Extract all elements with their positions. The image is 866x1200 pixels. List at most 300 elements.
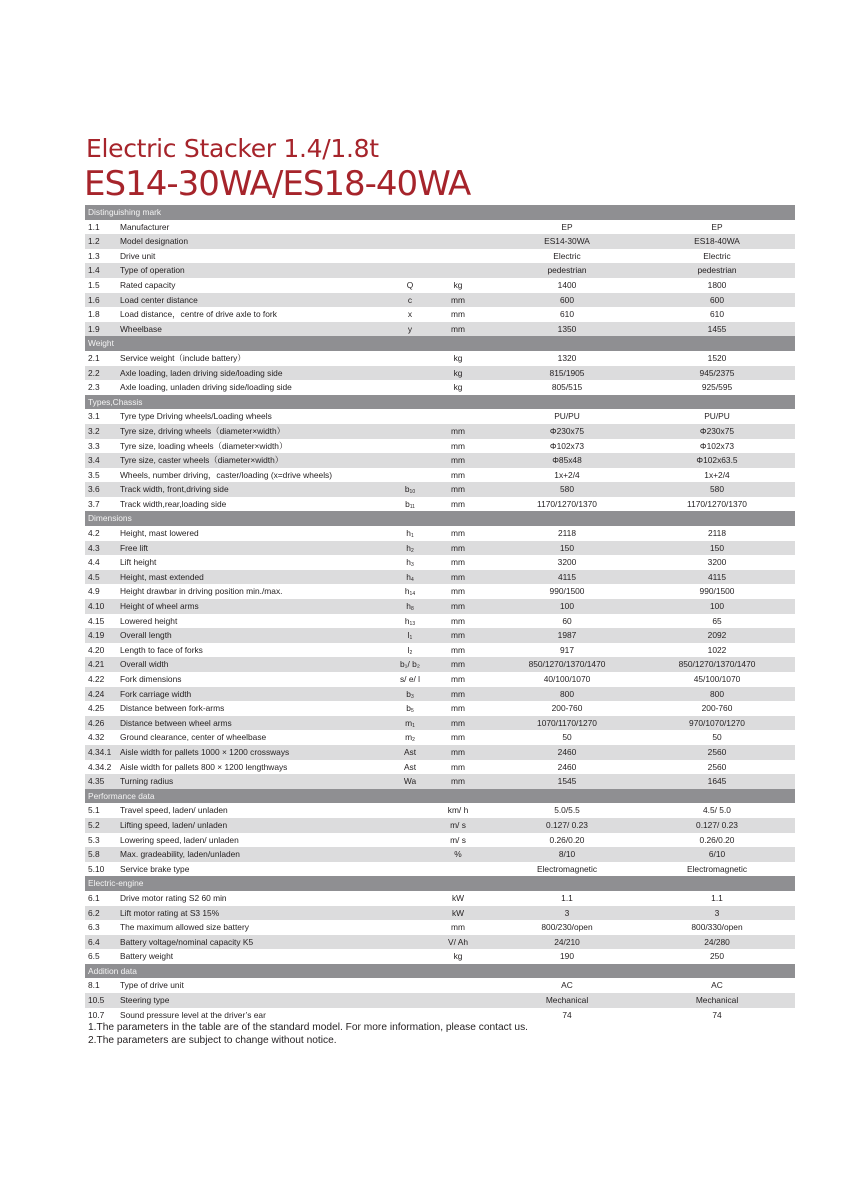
row-number: 3.6 bbox=[88, 484, 100, 495]
table-row bbox=[85, 570, 795, 585]
row-description: Service weight（include battery） bbox=[120, 352, 246, 363]
row-symbol bbox=[395, 293, 425, 308]
row-description: Aisle width for pallets 800 × 1200 lengthways bbox=[120, 761, 288, 772]
value-es14-30wa: 1320 bbox=[557, 352, 577, 363]
value-es18-40wa: 600 bbox=[710, 294, 724, 305]
symbol-text: m bbox=[405, 717, 413, 728]
value-es14-30wa: 1350 bbox=[557, 323, 577, 334]
table-row bbox=[85, 745, 795, 760]
value-es18-40wa: 45/100/1070 bbox=[693, 674, 741, 684]
row-description: Lift height bbox=[120, 557, 157, 568]
row-number: 4.4 bbox=[88, 557, 100, 568]
row-unit: mm bbox=[451, 542, 465, 553]
row-description: Load center distance bbox=[120, 294, 198, 305]
value-es14-30wa: 917 bbox=[560, 644, 574, 655]
value-es14-30wa: 800/230/open bbox=[541, 922, 593, 933]
table-row bbox=[85, 847, 795, 862]
value-es18-40wa: Φ102x73 bbox=[699, 440, 735, 451]
value-es18-40wa: 1022 bbox=[707, 644, 727, 655]
symbol-text: s/ e/ l bbox=[399, 674, 420, 684]
row-description: Load distance，centre of drive axle to fork bbox=[120, 309, 277, 320]
value-es18-40wa: 1170/1270/1370 bbox=[687, 498, 747, 509]
row-unit: mm bbox=[451, 615, 465, 626]
table-row bbox=[85, 482, 795, 497]
row-unit: mm bbox=[451, 922, 465, 933]
value-es18-40wa: Mechanical bbox=[695, 995, 739, 1006]
value-es18-40wa: Electromagnetic bbox=[686, 863, 748, 874]
row-number: 6.1 bbox=[88, 892, 100, 903]
value-es14-30wa: pedestrian bbox=[547, 265, 587, 276]
row-number: 1.5 bbox=[88, 279, 100, 290]
value-es14-30wa: 8/10 bbox=[558, 849, 576, 860]
value-es18-40wa: 0.26/0.20 bbox=[699, 834, 735, 845]
value-es18-40wa: 800 bbox=[710, 688, 724, 699]
table-row bbox=[85, 322, 795, 337]
value-es18-40wa: 580 bbox=[710, 484, 724, 495]
row-unit: kg bbox=[453, 367, 463, 378]
symbol-subscript: 2 bbox=[409, 649, 413, 656]
value-es18-40wa: 4115 bbox=[707, 571, 726, 582]
row-description: Height of wheel arms bbox=[120, 601, 199, 612]
value-es14-30wa: 190 bbox=[560, 951, 574, 962]
symbol-text: h bbox=[406, 571, 411, 582]
value-es18-40wa: 24/280 bbox=[704, 936, 730, 947]
table-row bbox=[85, 234, 795, 249]
row-number: 4.34.1 bbox=[88, 746, 112, 757]
row-number: 1.8 bbox=[88, 309, 100, 320]
row-number: 5.2 bbox=[88, 819, 100, 830]
row-number: 3.5 bbox=[88, 469, 100, 480]
footnote: 1.The parameters in the table are of the standard model. For more information, please contact us. bbox=[88, 1022, 528, 1033]
value-es14-30wa: PU/PU bbox=[554, 411, 580, 422]
table-row bbox=[85, 584, 795, 599]
row-description: Distance between fork-arms bbox=[120, 703, 225, 714]
row-symbol bbox=[395, 672, 425, 687]
value-es14-30wa: 4115 bbox=[557, 571, 576, 582]
row-number: 4.5 bbox=[88, 571, 100, 582]
row-number: 4.10 bbox=[88, 601, 105, 612]
value-es14-30wa: 0.26/0.20 bbox=[549, 834, 585, 845]
row-description: Free lift bbox=[120, 542, 148, 553]
value-es14-30wa: 1x+2/4 bbox=[554, 469, 580, 480]
value-es18-40wa: 990/1500 bbox=[699, 586, 735, 597]
table-row bbox=[85, 687, 795, 702]
row-number: 4.25 bbox=[88, 703, 105, 714]
row-unit: mm bbox=[451, 746, 465, 757]
symbol-text: Wa bbox=[403, 776, 417, 787]
table-row bbox=[85, 672, 795, 687]
row-unit: km/ h bbox=[447, 805, 469, 816]
table-row bbox=[85, 935, 795, 950]
row-number: 4.32 bbox=[88, 732, 105, 743]
table-row bbox=[85, 468, 795, 483]
symbol-text: b₁/ b₂ bbox=[399, 659, 421, 670]
row-description: Height drawbar in driving position min./max. bbox=[120, 586, 283, 597]
value-es18-40wa: 65 bbox=[712, 615, 722, 626]
value-es14-30wa: 74 bbox=[562, 1009, 572, 1020]
table-row bbox=[85, 862, 795, 877]
symbol-subscript: 5 bbox=[410, 708, 414, 715]
row-unit: mm bbox=[451, 659, 465, 670]
row-number: 4.24 bbox=[88, 688, 105, 699]
value-es18-40wa: Φ102x63.5 bbox=[696, 455, 738, 466]
row-number: 4.35 bbox=[88, 776, 105, 787]
table-row bbox=[85, 307, 795, 322]
symbol-text: h bbox=[406, 557, 411, 568]
symbol-text: b bbox=[405, 498, 410, 509]
value-es14-30wa: 850/1270/1370/1470 bbox=[528, 659, 606, 670]
value-es18-40wa: 1455 bbox=[707, 323, 727, 334]
table-row bbox=[85, 833, 795, 848]
row-description: The maximum allowed size battery bbox=[120, 922, 249, 933]
value-es18-40wa: EP bbox=[711, 221, 723, 232]
row-unit: mm bbox=[451, 323, 465, 334]
row-unit: mm bbox=[451, 644, 465, 655]
row-number: 4.20 bbox=[88, 644, 105, 655]
value-es14-30wa: 2460 bbox=[557, 761, 577, 772]
symbol-text: Ast bbox=[403, 746, 417, 757]
value-es18-40wa: 970/1070/1270 bbox=[689, 717, 745, 728]
row-unit: mm bbox=[451, 484, 465, 495]
row-unit: mm bbox=[451, 688, 465, 699]
row-description: Turning radius bbox=[120, 776, 174, 787]
footnote: 2.The parameters are subject to change without notice. bbox=[88, 1034, 337, 1046]
spec-table bbox=[85, 205, 795, 1022]
symbol-text: b bbox=[406, 703, 411, 714]
row-unit: mm bbox=[451, 455, 465, 466]
row-number: 3.1 bbox=[88, 411, 100, 422]
value-es14-30wa: 0.127/ 0.23 bbox=[546, 819, 588, 830]
symbol-subscript: 3 bbox=[410, 693, 414, 700]
row-description: Ground clearance, center of wheelbase bbox=[120, 732, 267, 743]
row-number: 3.4 bbox=[88, 455, 100, 466]
row-number: 8.1 bbox=[88, 980, 100, 991]
symbol-text: h bbox=[404, 615, 410, 626]
row-unit: kg bbox=[453, 951, 463, 962]
row-description: Model designation bbox=[120, 236, 188, 247]
value-es18-40wa: 0.127/ 0.23 bbox=[696, 819, 738, 830]
value-es18-40wa: 2560 bbox=[707, 761, 727, 772]
row-unit: mm bbox=[451, 732, 465, 743]
value-es18-40wa: 925/595 bbox=[701, 382, 733, 393]
row-description: Track width, front,driving side bbox=[120, 484, 229, 495]
table-row bbox=[85, 555, 795, 570]
value-es18-40wa: 200-760 bbox=[701, 703, 733, 714]
row-symbol bbox=[395, 774, 425, 789]
table-row bbox=[85, 716, 795, 731]
model-title: ES14-30WA/ES18-40WA bbox=[84, 164, 471, 204]
row-description: Lifting speed, laden/ unladen bbox=[120, 819, 228, 830]
row-description: Fork carriage width bbox=[120, 688, 192, 699]
row-description: Overall width bbox=[120, 659, 169, 670]
row-number: 4.22 bbox=[88, 674, 105, 684]
symbol-subscript: 1 bbox=[412, 722, 415, 729]
row-unit: kW bbox=[451, 907, 465, 918]
row-unit: mm bbox=[451, 440, 465, 451]
value-es14-30wa: 1.1 bbox=[561, 892, 573, 903]
row-description: Tyre size, caster wheels（diameter×width） bbox=[120, 455, 284, 466]
value-es14-30wa: Electromagnetic bbox=[536, 863, 598, 874]
value-es14-30wa: AC bbox=[561, 980, 573, 991]
row-number: 5.10 bbox=[88, 863, 105, 874]
symbol-subscript: 13 bbox=[409, 620, 416, 627]
row-number: 4.15 bbox=[88, 615, 105, 626]
table-row bbox=[85, 891, 795, 906]
value-es18-40wa: 2560 bbox=[707, 746, 727, 757]
table-row bbox=[85, 263, 795, 278]
row-number: 4.9 bbox=[88, 586, 100, 597]
table-row bbox=[85, 1008, 795, 1023]
symbol-subscript: 2 bbox=[412, 737, 415, 744]
value-es18-40wa: 250 bbox=[710, 951, 724, 962]
row-description: Service brake type bbox=[120, 863, 190, 874]
table-row bbox=[85, 906, 795, 921]
row-number: 1.1 bbox=[88, 221, 100, 232]
table-row bbox=[85, 614, 795, 629]
row-description: Steering type bbox=[120, 995, 170, 1006]
value-es14-30wa: Φ85x48 bbox=[552, 455, 582, 466]
value-es14-30wa: EP bbox=[561, 221, 573, 232]
row-description: Sound pressure level at the driver’s ear bbox=[120, 1009, 266, 1020]
row-description: Distance between wheel arms bbox=[120, 717, 232, 728]
value-es14-30wa: 200-760 bbox=[551, 703, 583, 714]
row-number: 5.1 bbox=[88, 805, 100, 816]
table-row bbox=[85, 643, 795, 658]
row-description: Battery weight bbox=[120, 951, 174, 962]
value-es18-40wa: 2118 bbox=[707, 528, 726, 539]
row-description: Wheelbase bbox=[120, 323, 162, 334]
symbol-text: Q bbox=[406, 279, 414, 290]
row-number: 4.34.2 bbox=[88, 761, 112, 772]
value-es18-40wa: pedestrian bbox=[697, 265, 737, 276]
value-es14-30wa: 100 bbox=[560, 601, 574, 612]
value-es14-30wa: 24/210 bbox=[554, 936, 580, 947]
row-description: Max. gradeability, laden/unladen bbox=[120, 849, 240, 860]
row-description: Drive motor rating S2 60 min bbox=[120, 892, 227, 903]
table-row bbox=[85, 366, 795, 381]
section-header: Electric-engine bbox=[85, 876, 795, 891]
symbol-text: h bbox=[406, 601, 411, 612]
symbol-subscript: 1 bbox=[409, 635, 413, 642]
value-es18-40wa: 3200 bbox=[707, 557, 727, 568]
value-es18-40wa: AC bbox=[711, 980, 723, 991]
row-description: Travel speed, laden/ unladen bbox=[120, 805, 228, 816]
value-es14-30wa: 990/1500 bbox=[549, 586, 585, 597]
symbol-text: h bbox=[406, 528, 411, 539]
value-es18-40wa: 50 bbox=[712, 732, 722, 743]
row-number: 1.3 bbox=[88, 250, 100, 261]
row-description: Height, mast lowered bbox=[120, 528, 199, 539]
row-description: Overall length bbox=[120, 630, 172, 641]
table-row bbox=[85, 424, 795, 439]
value-es18-40wa: Electric bbox=[703, 250, 731, 261]
row-unit: mm bbox=[451, 586, 465, 597]
row-number: 1.6 bbox=[88, 294, 100, 305]
section-header: Addition data bbox=[85, 964, 795, 979]
footnotes bbox=[88, 1022, 528, 1047]
table-row bbox=[85, 949, 795, 964]
row-unit: mm bbox=[451, 425, 465, 436]
symbol-text: x bbox=[407, 309, 413, 320]
row-symbol bbox=[395, 745, 425, 760]
value-es14-30wa: 1070/1170/1270 bbox=[537, 717, 597, 728]
value-es14-30wa: 150 bbox=[560, 542, 574, 553]
value-es18-40wa: 800/330/open bbox=[691, 922, 743, 933]
row-unit: V/ Ah bbox=[447, 936, 469, 947]
row-number: 4.21 bbox=[88, 659, 105, 670]
section-header: Dimensions bbox=[85, 511, 795, 526]
row-description: Length to face of forks bbox=[120, 644, 203, 655]
value-es14-30wa: 3200 bbox=[557, 557, 577, 568]
symbol-subscript: 2 bbox=[410, 547, 414, 554]
value-es18-40wa: 3 bbox=[714, 907, 720, 918]
row-symbol bbox=[395, 657, 425, 672]
value-es18-40wa: 2092 bbox=[707, 630, 727, 641]
row-description: Type of drive unit bbox=[120, 980, 184, 991]
value-es18-40wa: 74 bbox=[712, 1009, 722, 1020]
row-description: Tyre size, driving wheels（diameter×width） bbox=[120, 425, 286, 436]
symbol-subscript: 10 bbox=[409, 489, 416, 496]
value-es14-30wa: 1400 bbox=[557, 279, 577, 290]
value-es18-40wa: ES18-40WA bbox=[694, 236, 740, 247]
value-es18-40wa: 4.5/ 5.0 bbox=[703, 805, 731, 816]
value-es18-40wa: 150 bbox=[710, 542, 724, 553]
value-es14-30wa: 5.0/5.5 bbox=[554, 805, 580, 816]
value-es14-30wa: 610 bbox=[560, 309, 574, 320]
row-description: Height, mast extended bbox=[120, 571, 204, 582]
row-number: 6.4 bbox=[88, 936, 100, 947]
row-description: Drive unit bbox=[120, 250, 156, 261]
row-unit: m/ s bbox=[450, 834, 466, 845]
row-unit: mm bbox=[451, 571, 465, 582]
row-number: 3.7 bbox=[88, 498, 100, 509]
symbol-text: y bbox=[407, 323, 413, 334]
table-row bbox=[85, 220, 795, 235]
value-es18-40wa: 6/10 bbox=[708, 849, 726, 860]
value-es14-30wa: 800 bbox=[560, 688, 574, 699]
row-unit: mm bbox=[451, 557, 465, 568]
table-row bbox=[85, 920, 795, 935]
value-es14-30wa: 3 bbox=[564, 907, 570, 918]
value-es14-30wa: 40/100/1070 bbox=[543, 674, 591, 684]
value-es14-30wa: 805/515 bbox=[551, 382, 583, 393]
table-row bbox=[85, 409, 795, 424]
row-number: 4.19 bbox=[88, 630, 105, 641]
table-row bbox=[85, 249, 795, 264]
section-header: Types,Chassis bbox=[85, 395, 795, 410]
row-number: 2.2 bbox=[88, 367, 100, 378]
symbol-text: h bbox=[404, 586, 410, 597]
row-unit: mm bbox=[451, 703, 465, 714]
row-unit: kW bbox=[451, 892, 465, 903]
symbol-subscript: 1 bbox=[410, 533, 414, 540]
row-description: Manufacturer bbox=[120, 221, 170, 232]
row-number: 6.5 bbox=[88, 951, 100, 962]
section-header: Weight bbox=[85, 336, 795, 351]
symbol-subscript: 14 bbox=[409, 591, 416, 598]
value-es14-30wa: 2118 bbox=[557, 528, 576, 539]
row-unit: % bbox=[454, 849, 462, 860]
value-es14-30wa: 2460 bbox=[557, 746, 577, 757]
row-unit: kg bbox=[453, 279, 463, 290]
value-es18-40wa: 100 bbox=[710, 601, 724, 612]
table-row bbox=[85, 730, 795, 745]
row-unit: kg bbox=[453, 352, 463, 363]
table-row bbox=[85, 351, 795, 366]
value-es14-30wa: Electric bbox=[553, 250, 581, 261]
table-row bbox=[85, 628, 795, 643]
row-description: Track width,rear,loading side bbox=[120, 498, 227, 509]
row-unit: mm bbox=[451, 761, 465, 772]
value-es18-40wa: 610 bbox=[710, 309, 724, 320]
row-symbol bbox=[395, 278, 425, 293]
value-es14-30wa: Φ230x75 bbox=[549, 425, 585, 436]
table-row bbox=[85, 760, 795, 775]
value-es14-30wa: 50 bbox=[562, 732, 572, 743]
value-es14-30wa: ES14-30WA bbox=[544, 236, 590, 247]
table-row bbox=[85, 439, 795, 454]
symbol-text: m bbox=[405, 732, 413, 743]
symbol-subscript: 11 bbox=[409, 503, 415, 510]
document-title: Electric Stacker 1.4/1.8t bbox=[86, 134, 379, 163]
row-number: 10.7 bbox=[88, 1009, 105, 1020]
value-es14-30wa: 60 bbox=[562, 615, 572, 626]
row-symbol bbox=[395, 497, 425, 515]
table-row bbox=[85, 978, 795, 993]
row-number: 3.2 bbox=[88, 425, 100, 436]
row-unit: mm bbox=[451, 674, 465, 684]
table-row bbox=[85, 818, 795, 833]
table-row bbox=[85, 453, 795, 468]
row-description: Lowered height bbox=[120, 615, 178, 626]
value-es14-30wa: 580 bbox=[560, 484, 574, 495]
row-number: 10.5 bbox=[88, 995, 105, 1006]
row-number: 3.3 bbox=[88, 440, 100, 451]
row-description: Battery voltage/nominal capacity K5 bbox=[120, 936, 254, 947]
value-es14-30wa: Mechanical bbox=[545, 995, 589, 1006]
row-symbol bbox=[395, 760, 425, 775]
value-es14-30wa: 815/1905 bbox=[549, 367, 585, 378]
row-unit: mm bbox=[451, 717, 465, 728]
row-symbol bbox=[395, 322, 425, 337]
table-row bbox=[85, 993, 795, 1008]
value-es18-40wa: 945/2375 bbox=[699, 367, 735, 378]
row-number: 4.26 bbox=[88, 717, 105, 728]
value-es14-30wa: 1170/1270/1370 bbox=[537, 498, 597, 509]
row-description: Tyre size, loading wheels（diameter×width） bbox=[120, 440, 288, 451]
table-row bbox=[85, 541, 795, 556]
row-description: Lift motor rating at S3 15% bbox=[120, 907, 220, 918]
symbol-text: Ast bbox=[403, 761, 417, 772]
row-unit: mm bbox=[451, 309, 465, 320]
symbol-text: c bbox=[407, 294, 413, 305]
table-row bbox=[85, 278, 795, 293]
value-es18-40wa: 850/1270/1370/1470 bbox=[678, 659, 756, 670]
row-number: 1.4 bbox=[88, 265, 100, 276]
row-number: 4.3 bbox=[88, 542, 100, 553]
row-unit: mm bbox=[451, 498, 465, 509]
row-number: 1.9 bbox=[88, 323, 100, 334]
row-number: 6.3 bbox=[88, 922, 100, 933]
row-description: Axle loading, unladen driving side/loading side bbox=[120, 382, 292, 393]
table-row bbox=[85, 380, 795, 395]
symbol-text: b bbox=[404, 484, 410, 495]
row-number: 5.3 bbox=[88, 834, 100, 845]
section-header: Distinguishing mark bbox=[85, 205, 795, 220]
row-description: Fork dimensions bbox=[120, 674, 182, 684]
row-description: Lowering speed, laden/ unladen bbox=[120, 834, 239, 845]
value-es14-30wa: 1545 bbox=[557, 776, 577, 787]
